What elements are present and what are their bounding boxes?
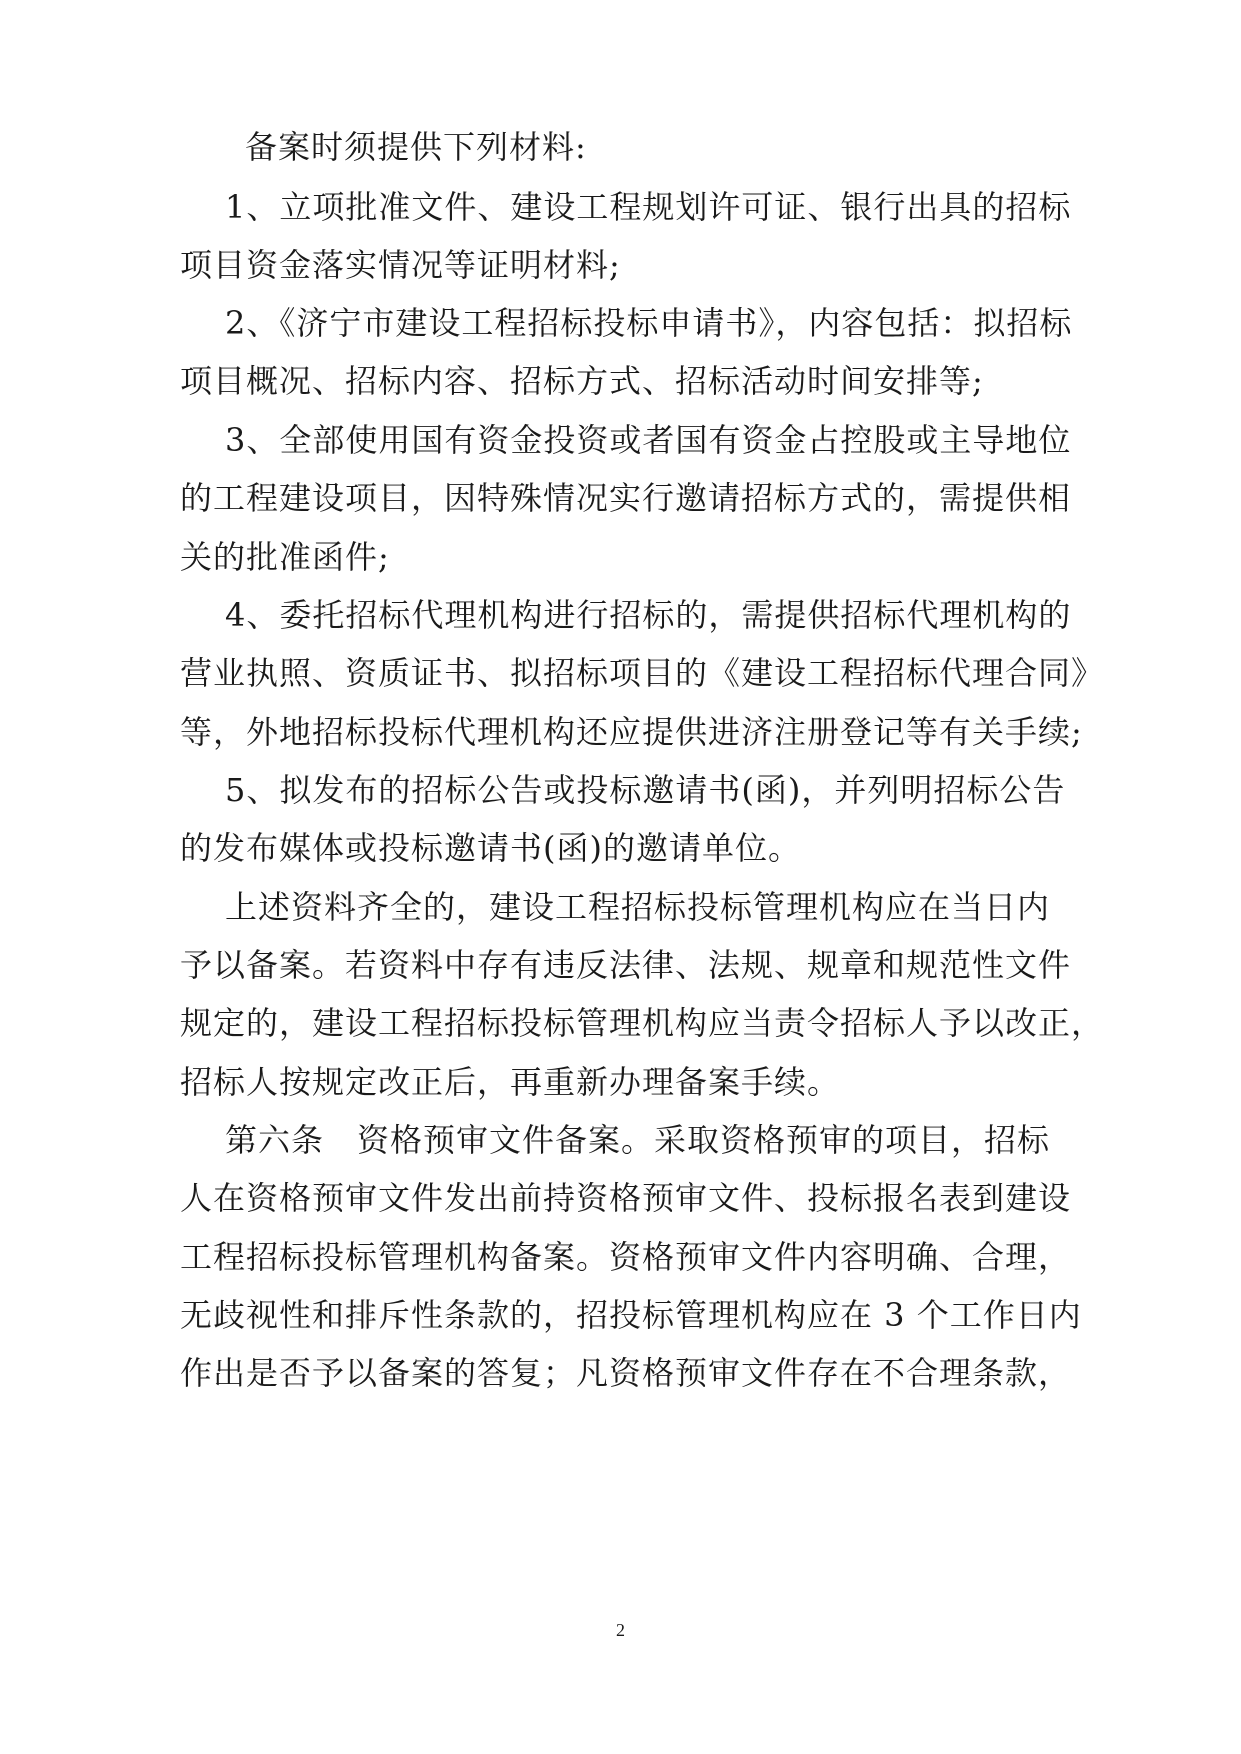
summary-line-1: 上述资料齐全的，建设工程招标投标管理机构应在当日内 [225,888,1051,926]
article-6-line-2: 人在资格预审文件发出前持资格预审文件、投标报名表到建设 [180,1179,1072,1217]
intro-line: 备案时须提供下列材料: [245,128,587,166]
item-2-line-1: 2、《济宁市建设工程招标投标申请书》，内容包括：拟招标 [225,304,1073,342]
item-5-line-2: 的发布媒体或投标邀请书(函)的邀请单位。 [180,829,801,867]
item-3-line-2: 的工程建设项目，因特殊情况实行邀请招标方式的，需提供相 [180,479,1072,517]
item-2-line-2: 项目概况、招标内容、招标方式、招标活动时间安排等; [180,362,984,400]
item-3-line-3: 关的批准函件; [180,538,390,576]
item-1-line-1: 1、立项批准文件、建设工程规划许可证、银行出具的招标 [225,188,1072,226]
article-6-line-1: 第六条 资格预审文件备案。采取资格预审的项目，招标 [225,1121,1051,1159]
item-5-line-1: 5、拟发布的招标公告或投标邀请书(函)，并列明招标公告 [225,771,1066,809]
article-6-line-4: 无歧视性和排斥性条款的，招投标管理机构应在 3 个工作日内 [180,1296,1082,1334]
article-6-line-5: 作出是否予以备案的答复；凡资格预审文件存在不合理条款， [180,1354,1072,1392]
item-1-line-2: 项目资金落实情况等证明材料; [180,246,621,284]
item-3-line-1: 3、全部使用国有资金投资或者国有资金占控股或主导地位 [225,421,1072,459]
summary-line-4: 招标人按规定改正后，再重新办理备案手续。 [180,1063,841,1101]
item-4-line-2: 营业执照、资质证书、拟招标项目的《建设工程招标代理合同》 [180,654,1105,692]
item-4-line-3: 等，外地招标投标代理机构还应提供进济注册登记等有关手续; [180,713,1083,751]
summary-line-2: 予以备案。若资料中存有违反法律、法规、规章和规范性文件 [180,946,1072,984]
summary-line-3: 规定的，建设工程招标投标管理机构应当责令招标人予以改正， [180,1004,1105,1042]
item-4-line-1: 4、委托招标代理机构进行招标的，需提供招标代理机构的 [225,596,1072,634]
article-6-line-3: 工程招标投标管理机构备案。资格预审文件内容明确、合理， [180,1238,1072,1276]
page-number: 2 [616,1620,625,1640]
